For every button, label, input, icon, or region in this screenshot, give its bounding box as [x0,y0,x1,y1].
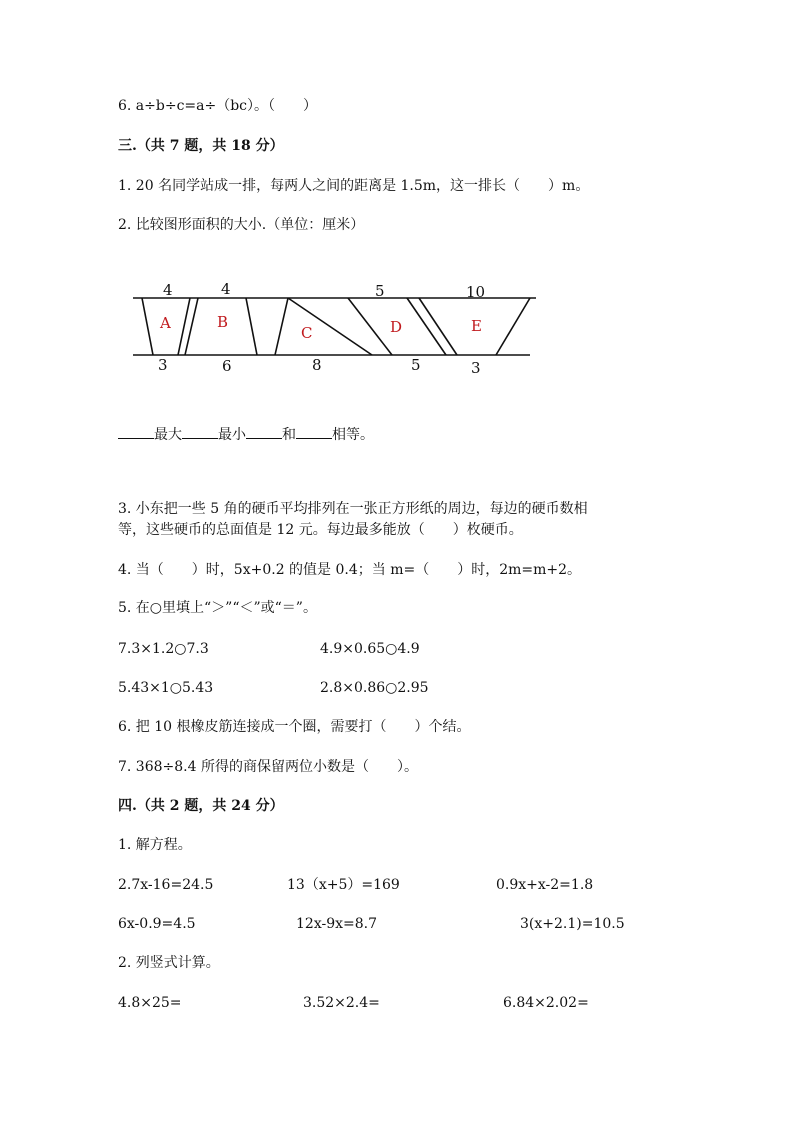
answer-word-and: 和 [282,427,296,443]
bottom-label-d: 5 [411,356,421,374]
section-3-title: 三.（共 7 题，共 18 分） [118,138,284,154]
shape-b-right-edge [246,298,257,355]
shape-label-c: C [301,324,313,342]
compare-item-4: 2.8×0.86○2.95 [320,680,429,696]
answer-word-largest: 最大 [154,427,182,443]
vertical-calc-1: 4.8×25= [118,995,182,1011]
top-label-e: 10 [466,283,486,301]
top-label-b: 4 [221,280,231,298]
section-3-question-6: 6. 把 10 根橡皮筋连接成一个圈，需要打（ ）个结。 [118,719,471,735]
shape-c-left-edge [275,298,288,355]
answer-word-equal: 相等。 [332,427,374,443]
equation-5: 12x-9x=8.7 [296,916,377,932]
area-comparison-figure [0,270,794,380]
shape-label-e: E [471,317,482,335]
top-label-d: 5 [375,282,385,300]
answer-blank-largest[interactable] [118,424,154,439]
shape-e-right-edge [496,298,530,355]
section-3-question-1: 1. 20 名同学站成一排，每两人之间的距离是 1.5m，这一排长（ ）m。 [118,178,590,194]
section-4-question-2: 2. 列竖式计算。 [118,955,220,971]
bottom-label-e: 3 [471,359,481,377]
section-3-question-4: 4. 当（ ）时，5x+0.2 的值是 0.4；当 m=（ ）时，2m=m+2。 [118,562,582,578]
section-3-question-5: 5. 在○里填上“＞”“＜”或“＝”。 [118,600,317,616]
shape-label-b: B [217,313,229,331]
section-3-question-7: 7. 368÷8.4 所得的商保留两位小数是（ ）。 [118,759,418,775]
equation-2: 13（x+5）=169 [287,877,400,893]
section-3-question-2: 2. 比较图形面积的大小.（单位：厘米） [118,217,365,233]
equation-1: 2.7x-16=24.5 [118,877,214,893]
equation-4: 6x-0.9=4.5 [118,916,196,932]
shape-d-left-edge [348,298,392,355]
equation-6: 3(x+2.1)=10.5 [520,916,625,932]
section-3-question-3-line-2: 等，这些硬币的总面值是 12 元。每边最多能放（ ）枚硬币。 [118,522,523,538]
question-6-judgement: 6. a÷b÷c=a÷（bc）。（ ） [118,98,318,114]
compare-item-3: 5.43×1○5.43 [118,680,214,696]
vertical-calc-2: 3.52×2.4= [303,995,380,1011]
shape-d-right-edge [407,298,446,355]
compare-item-2: 4.9×0.65○4.9 [320,641,420,657]
answer-blank-equal-2[interactable] [296,424,332,439]
shape-e-left-edge [419,298,457,355]
shape-label-d: D [390,318,403,336]
section-4-question-1: 1. 解方程。 [118,837,192,853]
bottom-label-a: 3 [158,356,168,374]
area-answer-row [118,424,374,444]
answer-blank-equal-1[interactable] [246,424,282,439]
equation-3: 0.9x+x-2=1.8 [496,877,594,893]
shape-a-right-edge [178,298,190,355]
top-label-a: 4 [163,281,173,299]
bottom-label-b: 6 [222,357,232,375]
answer-word-smallest: 最小 [218,427,246,443]
section-4-title: 四.（共 2 题，共 24 分） [118,798,284,814]
bottom-label-c: 8 [312,356,322,374]
shape-label-a: A [160,314,171,332]
vertical-calc-3: 6.84×2.02= [503,995,589,1011]
shape-b-left-edge [185,298,198,355]
section-3-question-3-line-1: 3. 小东把一些 5 角的硬币平均排列在一张正方形纸的周边，每边的硬币数相 [118,501,588,517]
compare-item-1: 7.3×1.2○7.3 [118,641,209,657]
shape-a-left-edge [142,298,153,355]
answer-blank-smallest[interactable] [182,424,218,439]
